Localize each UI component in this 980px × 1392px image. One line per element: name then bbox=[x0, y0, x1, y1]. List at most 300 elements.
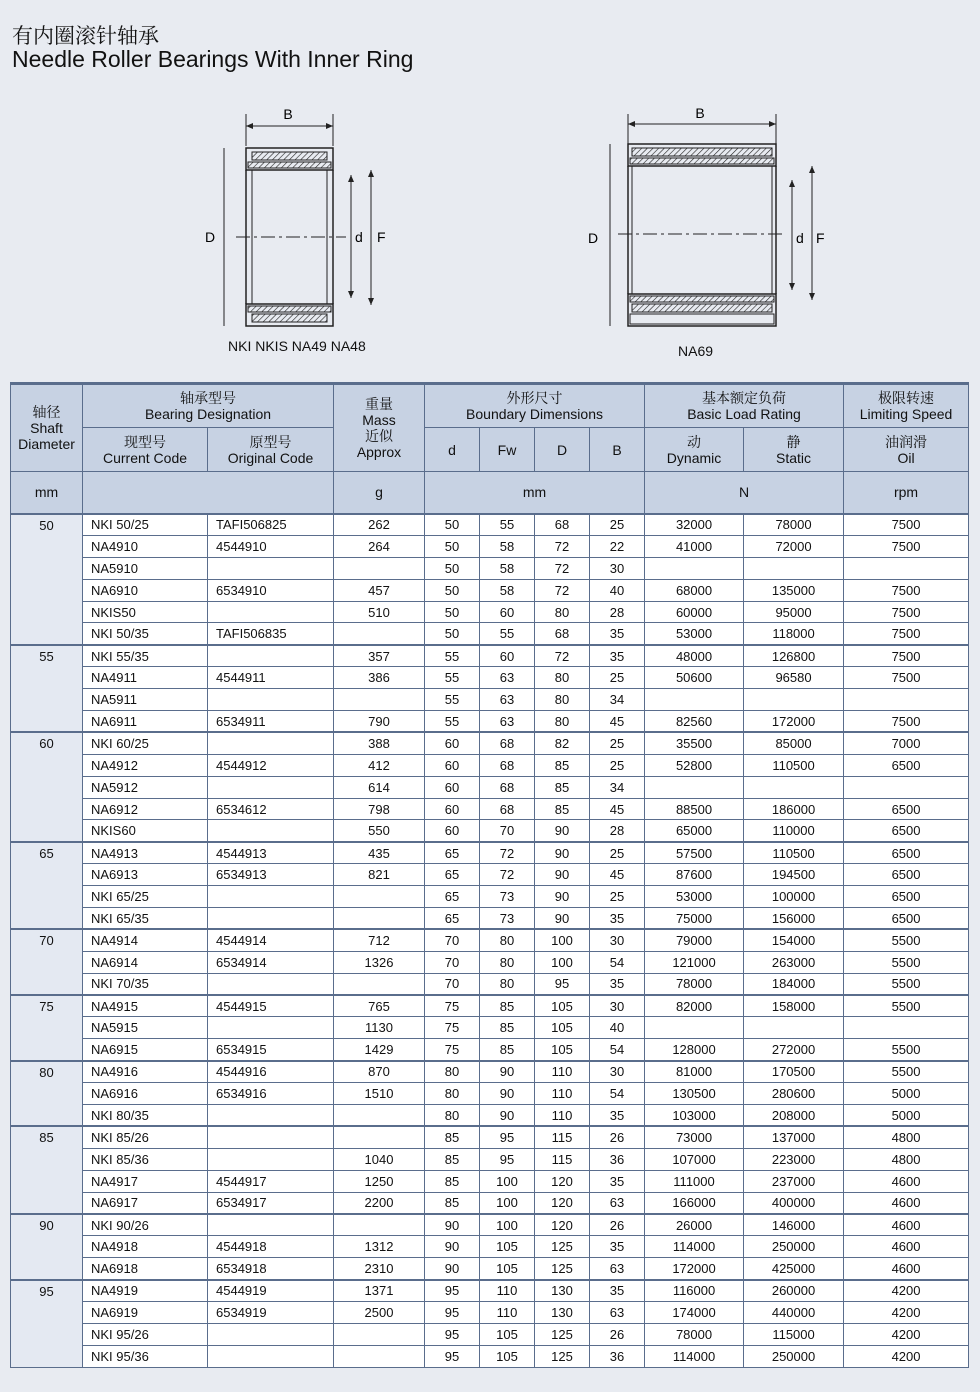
oil-speed-cell: 4600 bbox=[844, 1170, 969, 1192]
table-row bbox=[11, 689, 969, 711]
original-code-cell bbox=[208, 776, 334, 798]
B-cell: 26 bbox=[590, 1323, 645, 1345]
current-code-cell: NA6911 bbox=[83, 711, 208, 733]
fw-cell: 85 bbox=[480, 995, 535, 1017]
D-cell: 125 bbox=[535, 1345, 590, 1367]
static-cell: 186000 bbox=[744, 798, 844, 820]
oil-speed-cell: 5500 bbox=[844, 1061, 969, 1083]
table-row bbox=[11, 1280, 969, 1302]
d-cell: 75 bbox=[425, 1039, 480, 1061]
oil-speed-cell: 4800 bbox=[844, 1148, 969, 1170]
d-cell: 80 bbox=[425, 1061, 480, 1083]
original-code-cell bbox=[208, 557, 334, 579]
page-title-en: Needle Roller Bearings With Inner Ring bbox=[12, 46, 414, 72]
d-cell: 85 bbox=[425, 1192, 480, 1214]
static-cell: 137000 bbox=[744, 1126, 844, 1148]
B-cell: 35 bbox=[590, 1236, 645, 1258]
oil-speed-cell: 4200 bbox=[844, 1302, 969, 1324]
table-row bbox=[11, 864, 969, 886]
current-code-cell: NA4912 bbox=[83, 754, 208, 776]
B-cell: 35 bbox=[590, 908, 645, 930]
B-cell: 22 bbox=[590, 535, 645, 557]
D-cell: 120 bbox=[535, 1214, 590, 1236]
mass-cell: 2500 bbox=[334, 1302, 425, 1324]
d-cell: 50 bbox=[425, 557, 480, 579]
original-code-cell: 4544919 bbox=[208, 1280, 334, 1302]
original-code-cell: 4544910 bbox=[208, 535, 334, 557]
static-cell bbox=[744, 689, 844, 711]
D-cell: 90 bbox=[535, 842, 590, 864]
oil-speed-cell: 6500 bbox=[844, 798, 969, 820]
table-row bbox=[11, 1345, 969, 1367]
original-code-cell bbox=[208, 601, 334, 623]
table-row bbox=[11, 1192, 969, 1214]
original-code-cell: 6534915 bbox=[208, 1039, 334, 1061]
B-cell: 54 bbox=[590, 1083, 645, 1105]
original-code-cell: TAFI506825 bbox=[208, 514, 334, 536]
B-cell: 25 bbox=[590, 667, 645, 689]
d-cell: 80 bbox=[425, 1083, 480, 1105]
B-cell: 35 bbox=[590, 1105, 645, 1127]
d-cell: 60 bbox=[425, 732, 480, 754]
B-cell: 54 bbox=[590, 951, 645, 973]
mass-cell bbox=[334, 1126, 425, 1148]
current-code-cell: NA4917 bbox=[83, 1170, 208, 1192]
D-cell: 68 bbox=[535, 623, 590, 645]
table-row bbox=[11, 645, 969, 667]
d-cell: 60 bbox=[425, 798, 480, 820]
oil-speed-cell: 7500 bbox=[844, 623, 969, 645]
d-cell: 95 bbox=[425, 1323, 480, 1345]
mass-cell: 1429 bbox=[334, 1039, 425, 1061]
mass-cell: 435 bbox=[334, 842, 425, 864]
oil-speed-cell: 5500 bbox=[844, 951, 969, 973]
D-cell: 105 bbox=[535, 1039, 590, 1061]
fw-cell: 68 bbox=[480, 732, 535, 754]
dynamic-cell: 82000 bbox=[645, 995, 744, 1017]
table-row bbox=[11, 776, 969, 798]
dynamic-cell: 35500 bbox=[645, 732, 744, 754]
dynamic-cell: 114000 bbox=[645, 1236, 744, 1258]
static-cell: 100000 bbox=[744, 886, 844, 908]
col-fw-header: Fw bbox=[480, 428, 535, 472]
oil-speed-cell: 7000 bbox=[844, 732, 969, 754]
static-cell: 194500 bbox=[744, 864, 844, 886]
fw-cell: 68 bbox=[480, 798, 535, 820]
B-cell: 45 bbox=[590, 798, 645, 820]
fw-cell: 90 bbox=[480, 1083, 535, 1105]
original-code-cell: 6534916 bbox=[208, 1083, 334, 1105]
static-cell: 170500 bbox=[744, 1061, 844, 1083]
current-code-cell: NA6912 bbox=[83, 798, 208, 820]
original-code-cell bbox=[208, 1105, 334, 1127]
original-code-cell bbox=[208, 1126, 334, 1148]
page-title-cn: 有内圈滚针轴承 bbox=[12, 24, 159, 48]
mass-cell bbox=[334, 973, 425, 995]
B-cell: 35 bbox=[590, 623, 645, 645]
B-cell: 25 bbox=[590, 842, 645, 864]
mass-cell: 357 bbox=[334, 645, 425, 667]
oil-speed-cell: 5500 bbox=[844, 995, 969, 1017]
original-code-cell: 4544912 bbox=[208, 754, 334, 776]
mass-cell: 1130 bbox=[334, 1017, 425, 1039]
table-row bbox=[11, 820, 969, 842]
current-code-cell: NKI 65/25 bbox=[83, 886, 208, 908]
D-cell: 85 bbox=[535, 776, 590, 798]
fw-cell: 105 bbox=[480, 1323, 535, 1345]
mass-cell: 264 bbox=[334, 535, 425, 557]
oil-speed-cell: 7500 bbox=[844, 711, 969, 733]
D-cell: 110 bbox=[535, 1105, 590, 1127]
table-row bbox=[11, 667, 969, 689]
static-cell: 115000 bbox=[744, 1323, 844, 1345]
original-code-cell: 6534911 bbox=[208, 711, 334, 733]
current-code-cell: NA6915 bbox=[83, 1039, 208, 1061]
d-cell: 95 bbox=[425, 1302, 480, 1324]
shaft-diameter-cell: 75 bbox=[11, 995, 83, 1061]
B-cell: 25 bbox=[590, 732, 645, 754]
fw-cell: 90 bbox=[480, 1061, 535, 1083]
mass-cell: 388 bbox=[334, 732, 425, 754]
current-code-cell: NA5915 bbox=[83, 1017, 208, 1039]
d-cell: 75 bbox=[425, 1017, 480, 1039]
fw-cell: 63 bbox=[480, 711, 535, 733]
current-code-header: 现型号 Current Code bbox=[83, 428, 208, 472]
fw-cell: 80 bbox=[480, 973, 535, 995]
mass-cell: 1250 bbox=[334, 1170, 425, 1192]
current-code-cell: NKIS50 bbox=[83, 601, 208, 623]
original-code-cell bbox=[208, 886, 334, 908]
shaft-diameter-cell: 65 bbox=[11, 842, 83, 930]
original-code-cell bbox=[208, 973, 334, 995]
mass-cell: 790 bbox=[334, 711, 425, 733]
current-code-cell: NA6910 bbox=[83, 579, 208, 601]
current-code-cell: NA6918 bbox=[83, 1258, 208, 1280]
B-cell: 63 bbox=[590, 1302, 645, 1324]
original-code-cell bbox=[208, 1148, 334, 1170]
static-cell: 440000 bbox=[744, 1302, 844, 1324]
fw-cell: 80 bbox=[480, 929, 535, 951]
d-cell: 60 bbox=[425, 820, 480, 842]
d-cell: 85 bbox=[425, 1126, 480, 1148]
static-cell bbox=[744, 1017, 844, 1039]
D-cell: 115 bbox=[535, 1126, 590, 1148]
mass-cell: 262 bbox=[334, 514, 425, 536]
d-cell: 55 bbox=[425, 645, 480, 667]
current-code-cell: NA6919 bbox=[83, 1302, 208, 1324]
static-cell: 135000 bbox=[744, 579, 844, 601]
static-header: 静 Static bbox=[744, 428, 844, 472]
dynamic-cell: 52800 bbox=[645, 754, 744, 776]
B-cell: 30 bbox=[590, 995, 645, 1017]
D-cell: 90 bbox=[535, 886, 590, 908]
oil-speed-cell: 7500 bbox=[844, 667, 969, 689]
fw-cell: 73 bbox=[480, 908, 535, 930]
d-cell: 55 bbox=[425, 689, 480, 711]
dynamic-cell: 116000 bbox=[645, 1280, 744, 1302]
mass-cell bbox=[334, 557, 425, 579]
dynamic-cell: 53000 bbox=[645, 623, 744, 645]
fw-cell: 90 bbox=[480, 1105, 535, 1127]
original-code-cell bbox=[208, 820, 334, 842]
static-cell: 280600 bbox=[744, 1083, 844, 1105]
current-code-cell: NA4918 bbox=[83, 1236, 208, 1258]
table-row bbox=[11, 1017, 969, 1039]
dynamic-cell: 73000 bbox=[645, 1126, 744, 1148]
D-cell: 115 bbox=[535, 1148, 590, 1170]
d-cell: 75 bbox=[425, 995, 480, 1017]
dynamic-cell: 26000 bbox=[645, 1214, 744, 1236]
shaft-diameter-cell: 60 bbox=[11, 732, 83, 841]
current-code-cell: NA4913 bbox=[83, 842, 208, 864]
boundary-unit: mm bbox=[425, 472, 645, 514]
current-code-cell: NA5912 bbox=[83, 776, 208, 798]
D-cell: 125 bbox=[535, 1323, 590, 1345]
fw-cell: 85 bbox=[480, 1017, 535, 1039]
oil-speed-cell: 7500 bbox=[844, 601, 969, 623]
right-figure-caption: NA69 bbox=[678, 343, 714, 359]
static-cell: 110000 bbox=[744, 820, 844, 842]
dynamic-cell: 79000 bbox=[645, 929, 744, 951]
load-unit: N bbox=[645, 472, 844, 514]
oil-speed-cell bbox=[844, 689, 969, 711]
fw-cell: 95 bbox=[480, 1148, 535, 1170]
label-D: D bbox=[588, 230, 599, 246]
B-cell: 35 bbox=[590, 1170, 645, 1192]
shaft-diameter-cell: 50 bbox=[11, 514, 83, 645]
current-code-cell: NA5911 bbox=[83, 689, 208, 711]
fw-cell: 58 bbox=[480, 557, 535, 579]
d-cell: 85 bbox=[425, 1170, 480, 1192]
original-code-cell bbox=[208, 689, 334, 711]
fw-cell: 55 bbox=[480, 623, 535, 645]
current-code-cell: NKI 60/25 bbox=[83, 732, 208, 754]
original-code-cell: 4544914 bbox=[208, 929, 334, 951]
oil-speed-cell: 7500 bbox=[844, 645, 969, 667]
d-cell: 65 bbox=[425, 908, 480, 930]
static-cell: 126800 bbox=[744, 645, 844, 667]
current-code-cell: NKI 85/36 bbox=[83, 1148, 208, 1170]
d-cell: 90 bbox=[425, 1214, 480, 1236]
D-cell: 68 bbox=[535, 514, 590, 536]
d-cell: 85 bbox=[425, 1148, 480, 1170]
table-row bbox=[11, 929, 969, 951]
d-cell: 50 bbox=[425, 514, 480, 536]
mass-header: 重量 Mass 近似 Approx bbox=[334, 384, 425, 472]
current-code-cell: NKI 65/35 bbox=[83, 908, 208, 930]
oil-speed-cell: 5500 bbox=[844, 1039, 969, 1061]
label-b: B bbox=[695, 105, 705, 121]
mass-cell: 2310 bbox=[334, 1258, 425, 1280]
mass-cell: 712 bbox=[334, 929, 425, 951]
D-cell: 100 bbox=[535, 951, 590, 973]
bearing-designation-header: 轴承型号 Bearing Designation bbox=[83, 384, 334, 428]
oil-speed-cell: 4800 bbox=[844, 1126, 969, 1148]
dynamic-cell: 78000 bbox=[645, 973, 744, 995]
fw-cell: 70 bbox=[480, 820, 535, 842]
D-cell: 125 bbox=[535, 1236, 590, 1258]
designation-unit bbox=[83, 472, 334, 514]
fw-cell: 110 bbox=[480, 1302, 535, 1324]
B-cell: 45 bbox=[590, 711, 645, 733]
current-code-cell: NA6914 bbox=[83, 951, 208, 973]
B-cell: 35 bbox=[590, 645, 645, 667]
B-cell: 40 bbox=[590, 1017, 645, 1039]
B-cell: 25 bbox=[590, 886, 645, 908]
dynamic-cell: 114000 bbox=[645, 1345, 744, 1367]
oil-speed-cell: 4600 bbox=[844, 1214, 969, 1236]
D-cell: 120 bbox=[535, 1170, 590, 1192]
current-code-cell: NA4911 bbox=[83, 667, 208, 689]
dynamic-cell: 107000 bbox=[645, 1148, 744, 1170]
B-cell: 36 bbox=[590, 1345, 645, 1367]
dynamic-cell: 41000 bbox=[645, 535, 744, 557]
d-cell: 95 bbox=[425, 1345, 480, 1367]
B-cell: 40 bbox=[590, 579, 645, 601]
table-row bbox=[11, 1061, 969, 1083]
D-cell: 110 bbox=[535, 1083, 590, 1105]
original-code-cell: 4544917 bbox=[208, 1170, 334, 1192]
oil-speed-cell: 7500 bbox=[844, 535, 969, 557]
B-cell: 25 bbox=[590, 514, 645, 536]
static-cell: 250000 bbox=[744, 1236, 844, 1258]
D-cell: 72 bbox=[535, 557, 590, 579]
D-cell: 120 bbox=[535, 1192, 590, 1214]
current-code-cell: NA4910 bbox=[83, 535, 208, 557]
B-cell: 63 bbox=[590, 1258, 645, 1280]
dynamic-cell: 166000 bbox=[645, 1192, 744, 1214]
limiting-speed-header: 极限转速 Limiting Speed bbox=[844, 384, 969, 428]
current-code-cell: NA4916 bbox=[83, 1061, 208, 1083]
fw-cell: 58 bbox=[480, 535, 535, 557]
D-cell: 90 bbox=[535, 908, 590, 930]
mass-cell bbox=[334, 886, 425, 908]
B-cell: 28 bbox=[590, 601, 645, 623]
dynamic-cell: 128000 bbox=[645, 1039, 744, 1061]
shaft-diameter-cell: 55 bbox=[11, 645, 83, 733]
current-code-cell: NKI 95/36 bbox=[83, 1345, 208, 1367]
bearing-diagram-left bbox=[196, 100, 396, 340]
oil-speed-cell: 6500 bbox=[844, 908, 969, 930]
B-cell: 30 bbox=[590, 1061, 645, 1083]
original-code-cell: 6534914 bbox=[208, 951, 334, 973]
B-cell: 30 bbox=[590, 557, 645, 579]
mass-cell: 386 bbox=[334, 667, 425, 689]
col-D-header: D bbox=[535, 428, 590, 472]
original-code-cell bbox=[208, 1323, 334, 1345]
static-cell bbox=[744, 557, 844, 579]
table-row bbox=[11, 1105, 969, 1127]
dynamic-cell: 68000 bbox=[645, 579, 744, 601]
current-code-cell: NA4919 bbox=[83, 1280, 208, 1302]
oil-speed-cell: 6500 bbox=[844, 864, 969, 886]
dynamic-cell: 172000 bbox=[645, 1258, 744, 1280]
mass-cell bbox=[334, 1345, 425, 1367]
current-code-cell: NA6913 bbox=[83, 864, 208, 886]
fw-cell: 95 bbox=[480, 1126, 535, 1148]
original-code-cell bbox=[208, 1214, 334, 1236]
D-cell: 105 bbox=[535, 995, 590, 1017]
original-code-cell: 6534917 bbox=[208, 1192, 334, 1214]
d-cell: 65 bbox=[425, 886, 480, 908]
dynamic-cell: 75000 bbox=[645, 908, 744, 930]
left-figure-caption: NKI NKIS NA49 NA48 bbox=[228, 338, 366, 354]
fw-cell: 55 bbox=[480, 514, 535, 536]
mass-cell: 1312 bbox=[334, 1236, 425, 1258]
fw-cell: 85 bbox=[480, 1039, 535, 1061]
shaft-diameter-cell: 85 bbox=[11, 1126, 83, 1214]
mass-cell: 2200 bbox=[334, 1192, 425, 1214]
fw-cell: 72 bbox=[480, 842, 535, 864]
d-cell: 90 bbox=[425, 1236, 480, 1258]
dynamic-cell: 53000 bbox=[645, 886, 744, 908]
d-cell: 50 bbox=[425, 623, 480, 645]
fw-cell: 63 bbox=[480, 689, 535, 711]
mass-cell bbox=[334, 1105, 425, 1127]
original-code-cell: 6534910 bbox=[208, 579, 334, 601]
table-row bbox=[11, 754, 969, 776]
current-code-cell: NKI 85/26 bbox=[83, 1126, 208, 1148]
d-cell: 70 bbox=[425, 951, 480, 973]
B-cell: 30 bbox=[590, 929, 645, 951]
B-cell: 63 bbox=[590, 1192, 645, 1214]
mass-cell: 1326 bbox=[334, 951, 425, 973]
oil-speed-cell: 7500 bbox=[844, 579, 969, 601]
original-code-header: 原型号 Original Code bbox=[208, 428, 334, 472]
mass-cell: 457 bbox=[334, 579, 425, 601]
static-cell: 184000 bbox=[744, 973, 844, 995]
static-cell: 263000 bbox=[744, 951, 844, 973]
current-code-cell: NKIS60 bbox=[83, 820, 208, 842]
table-row bbox=[11, 579, 969, 601]
table-row bbox=[11, 1039, 969, 1061]
oil-speed-cell: 6500 bbox=[844, 820, 969, 842]
d-cell: 65 bbox=[425, 842, 480, 864]
table-row bbox=[11, 886, 969, 908]
current-code-cell: NKI 70/35 bbox=[83, 973, 208, 995]
oil-speed-cell: 6500 bbox=[844, 886, 969, 908]
table-row bbox=[11, 514, 969, 536]
original-code-cell: 4544913 bbox=[208, 842, 334, 864]
oil-speed-cell: 6500 bbox=[844, 754, 969, 776]
B-cell: 28 bbox=[590, 820, 645, 842]
mass-cell: 765 bbox=[334, 995, 425, 1017]
original-code-cell: 6534913 bbox=[208, 864, 334, 886]
D-cell: 85 bbox=[535, 754, 590, 776]
fw-cell: 80 bbox=[480, 951, 535, 973]
D-cell: 130 bbox=[535, 1280, 590, 1302]
col-B-header: B bbox=[590, 428, 645, 472]
mass-cell: 1040 bbox=[334, 1148, 425, 1170]
table-row bbox=[11, 1126, 969, 1148]
mass-cell: 821 bbox=[334, 864, 425, 886]
dynamic-cell: 103000 bbox=[645, 1105, 744, 1127]
D-cell: 100 bbox=[535, 929, 590, 951]
oil-speed-cell: 4200 bbox=[844, 1345, 969, 1367]
B-cell: 45 bbox=[590, 864, 645, 886]
oil-speed-cell bbox=[844, 557, 969, 579]
static-cell: 146000 bbox=[744, 1214, 844, 1236]
table-row bbox=[11, 1258, 969, 1280]
static-cell: 208000 bbox=[744, 1105, 844, 1127]
current-code-cell: NKI 55/35 bbox=[83, 645, 208, 667]
table-row bbox=[11, 711, 969, 733]
B-cell: 34 bbox=[590, 689, 645, 711]
static-cell: 158000 bbox=[744, 995, 844, 1017]
D-cell: 72 bbox=[535, 535, 590, 557]
oil-speed-cell: 6500 bbox=[844, 842, 969, 864]
d-cell: 70 bbox=[425, 929, 480, 951]
